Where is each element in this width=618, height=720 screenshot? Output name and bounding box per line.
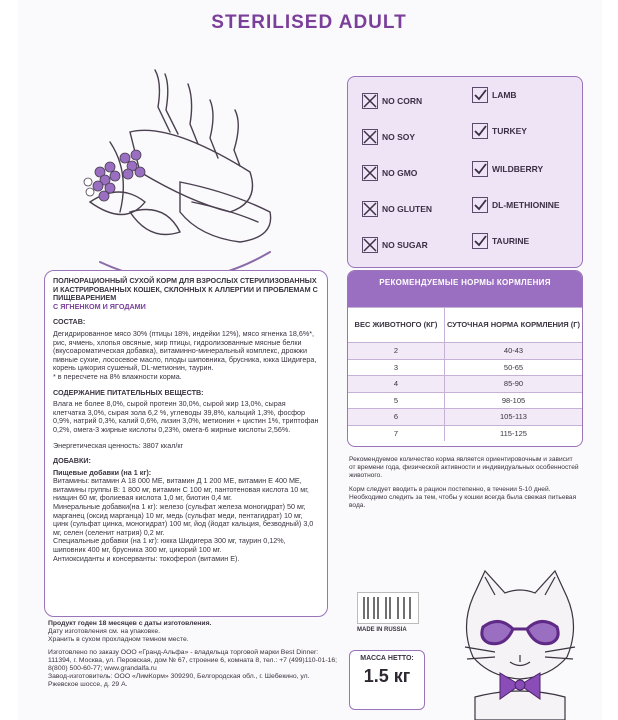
checkmark-icon (472, 233, 488, 249)
composition-title: СОСТАВ: (53, 317, 86, 327)
feeding-table (347, 270, 583, 447)
lamb-berries-illustration (70, 62, 300, 272)
check-label: LAMB (492, 90, 517, 100)
production-date-text: Дату изготовления см. на упаковке. (48, 628, 161, 635)
eac-mark-icon (357, 592, 419, 624)
cross-icon (362, 165, 378, 181)
made-in-label: MADE IN RUSSIA (357, 627, 407, 633)
norm-column-header: СУТОЧНАЯ НОРМА КОРМЛЕНИЯ (Г) (446, 320, 581, 329)
weight-cell: 5 (348, 393, 445, 409)
lamb-item (472, 81, 517, 109)
norm-cell: 85-90 (503, 379, 524, 389)
product-title: STERILISED ADULT (211, 12, 407, 33)
weight-column-header: ВЕС ЖИВОТНОГО (КГ) (348, 308, 445, 342)
minerals-text: Минеральные добавки(на 1 кг): железо (сульфат железа моногидрат) 50 мг, марганец (оксид марганца) 10 мг, медь (сульфат меди, пентагидрат) 10 мг, цинк (сульфат цинка, моногидрат) 100 мг, йод (йодат кальция, безводный) 3,0 мг, селен (селенит натрия) 0,2 мг. (53, 502, 314, 537)
shelf-life-text: Продукт годен 18 месяцев с даты изготовления. (48, 620, 212, 627)
technical-additives-text: Специальные добавки (на 1 кг): юкка Шидигера 300 мг, таурин 0,12%, шиповник 400 мг, брусника 300 мг, цикорий 100 мг. (53, 536, 286, 555)
no-gmo-item (362, 159, 417, 187)
description-heading: ПОЛНОРАЦИОННЫЙ СУХОЙ КОРМ ДЛЯ ВЗРОСЛЫХ СТЕРИЛИЗОВАННЫХ И КАСТРИРОВАННЫХ КОШЕК, СКЛОННЫХ К АЛЛЕРГИИ И ПРОБЛЕМАМ С ПИЩЕВАРЕНИЕМ (53, 276, 318, 303)
description-subheading: С ЯГНЕНКОМ И ЯГОДАМИ (53, 301, 146, 311)
feature-checklist (347, 76, 583, 268)
energy-text: Энергетическая ценность: 3807 ккал/кг (53, 440, 184, 450)
no-sugar-item (362, 231, 428, 259)
table-header-row (348, 307, 582, 342)
maker-text: Изготовлено по заказу ООО «Гранд-Альфа» - владельца торговой марки Best Dinner: 111394, г. Москва, ул. Перовская, дом № 67, строение 6, комната 8, тел.: +7 (499)110-01-16; 8(800) 500-60-77; www.grandalfa.ru (48, 649, 338, 672)
feeding-table-header: РЕКОМЕНДУЕМЫЕ НОРМЫ КОРМЛЕНИЯ (348, 271, 582, 307)
norm-cell: 105-113 (500, 412, 527, 422)
table-row (348, 375, 582, 392)
table-row (348, 359, 582, 376)
cross-icon (362, 201, 378, 217)
weight-cell: 6 (348, 409, 445, 425)
additives-title: ДОБАВКИ: (53, 456, 91, 466)
cross-icon (362, 129, 378, 145)
no-soy-item (362, 123, 415, 151)
food-additives-label: Пищевые добавки (на 1 кг): (53, 467, 152, 477)
net-weight-label: МАССА НЕТТО: (360, 655, 414, 662)
dl-methionine-item (472, 191, 560, 219)
manufacturer-info (48, 620, 338, 689)
wildberry-item (472, 155, 543, 183)
nutrients-title: СОДЕРЖАНИЕ ПИТАТЕЛЬНЫХ ВЕЩЕСТВ: (53, 387, 204, 397)
check-label: NO GMO (382, 168, 418, 178)
no-gluten-item (362, 195, 432, 223)
table-row (348, 425, 582, 442)
nutrients-text: Влага не более 8,0%, сырой протеин 30,0%, сырой жир 13,0%, сырая клетчатка 3,0%, сырая зола 6,2 %, углеводы 39,8%, кальций 1,3%, фосфор 0,9%, натрий 0,3%, калий 0,6%, лизин 3,0%, метионин + цистин 1%, триптофан 0,2%, омега-3 жирные кислоты 0,23%, омега-6 жирные кислоты 2,56%. (53, 399, 319, 434)
checkmark-icon (472, 197, 488, 213)
checkmark-icon (472, 161, 488, 177)
cross-icon (362, 237, 378, 253)
antioxidants-text: Антиоксиданты и консерванты: токоферол (витамин Е). (53, 553, 240, 563)
norm-cell: 115-125 (500, 428, 527, 438)
weight-cell: 7 (348, 426, 445, 442)
no-corn-item (362, 87, 422, 115)
storage-text: Хранить в сухом прохладном темном месте. (48, 636, 189, 643)
check-label: NO CORN (382, 96, 423, 106)
check-label: NO GLUTEN (382, 204, 433, 214)
taurine-item (472, 227, 529, 255)
net-weight-box (349, 650, 425, 710)
check-label: NO SUGAR (382, 240, 428, 250)
checkmark-icon (472, 87, 488, 103)
turkey-item (472, 117, 527, 145)
composition-note: * в пересчете на 8% влажности корма. (53, 371, 182, 381)
feeding-note-1: Рекомендуемое количество корма является ориентировочным и зависит от времени года, физической активности и индивидуальных особенностей животного. (349, 456, 579, 479)
composition-text: Дегидрированное мясо 30% (птицы 18%, индейки 12%), мясо ягненка 18,6%*, рис, ячмень, хлопья овсяные, жир птицы, гидролизованные мясные белки (вкусоароматическая добавка), витаминно-минеральный комплекс, дрожжи пивные сухие, лососевое масло, плоды шиповника, брусника, юкка Шидигера, корень цикория сушеный, DL-метионин, таурин. (53, 328, 317, 373)
cross-icon (362, 93, 378, 109)
vitamins-text: Витамины: витамин А 18 000 МЕ, витамин Д 1 200 МЕ, витамин Е 400 МЕ, витамины группы В: 1 800 мг, витамин С 100 мг, пантотеновая кислота 10 мг, ниацин 60 мг, фолиевая кислота 1,0 мг, биотин 0,4 мг. (53, 476, 309, 503)
feeding-note-2: Корм следует вводить в рацион постепенно, в течении 5-10 дней. Необходимо следить за тем, чтобы у кошки всегда была свежая питьевая вода. (349, 486, 577, 509)
weight-cell: 4 (348, 376, 445, 392)
description-box (44, 270, 328, 617)
check-label: TAURINE (492, 236, 530, 246)
norm-cell: 40-43 (503, 346, 524, 356)
table-row (348, 408, 582, 425)
weight-cell: 3 (348, 360, 445, 376)
weight-cell: 2 (348, 343, 445, 359)
check-label: TURKEY (492, 126, 527, 136)
feeding-note (349, 456, 579, 516)
table-row (348, 392, 582, 409)
plant-text: Завод-изготовитель: ООО «ЛимКорм» 309290, Белгородская обл., г. Шебекино, ул. Ржевское шоссе, д. 29 А. (48, 673, 310, 688)
checkmark-icon (472, 123, 488, 139)
table-row (348, 342, 582, 359)
net-weight-value: 1.5 кг (363, 666, 411, 686)
check-label: WILDBERRY (492, 164, 544, 174)
norm-cell: 50-65 (503, 362, 524, 372)
check-label: NO SOY (382, 132, 416, 142)
check-label: DL-METHIONINE (492, 200, 560, 210)
cat-with-glasses-illustration (455, 567, 585, 720)
norm-cell: 98-105 (501, 395, 526, 405)
